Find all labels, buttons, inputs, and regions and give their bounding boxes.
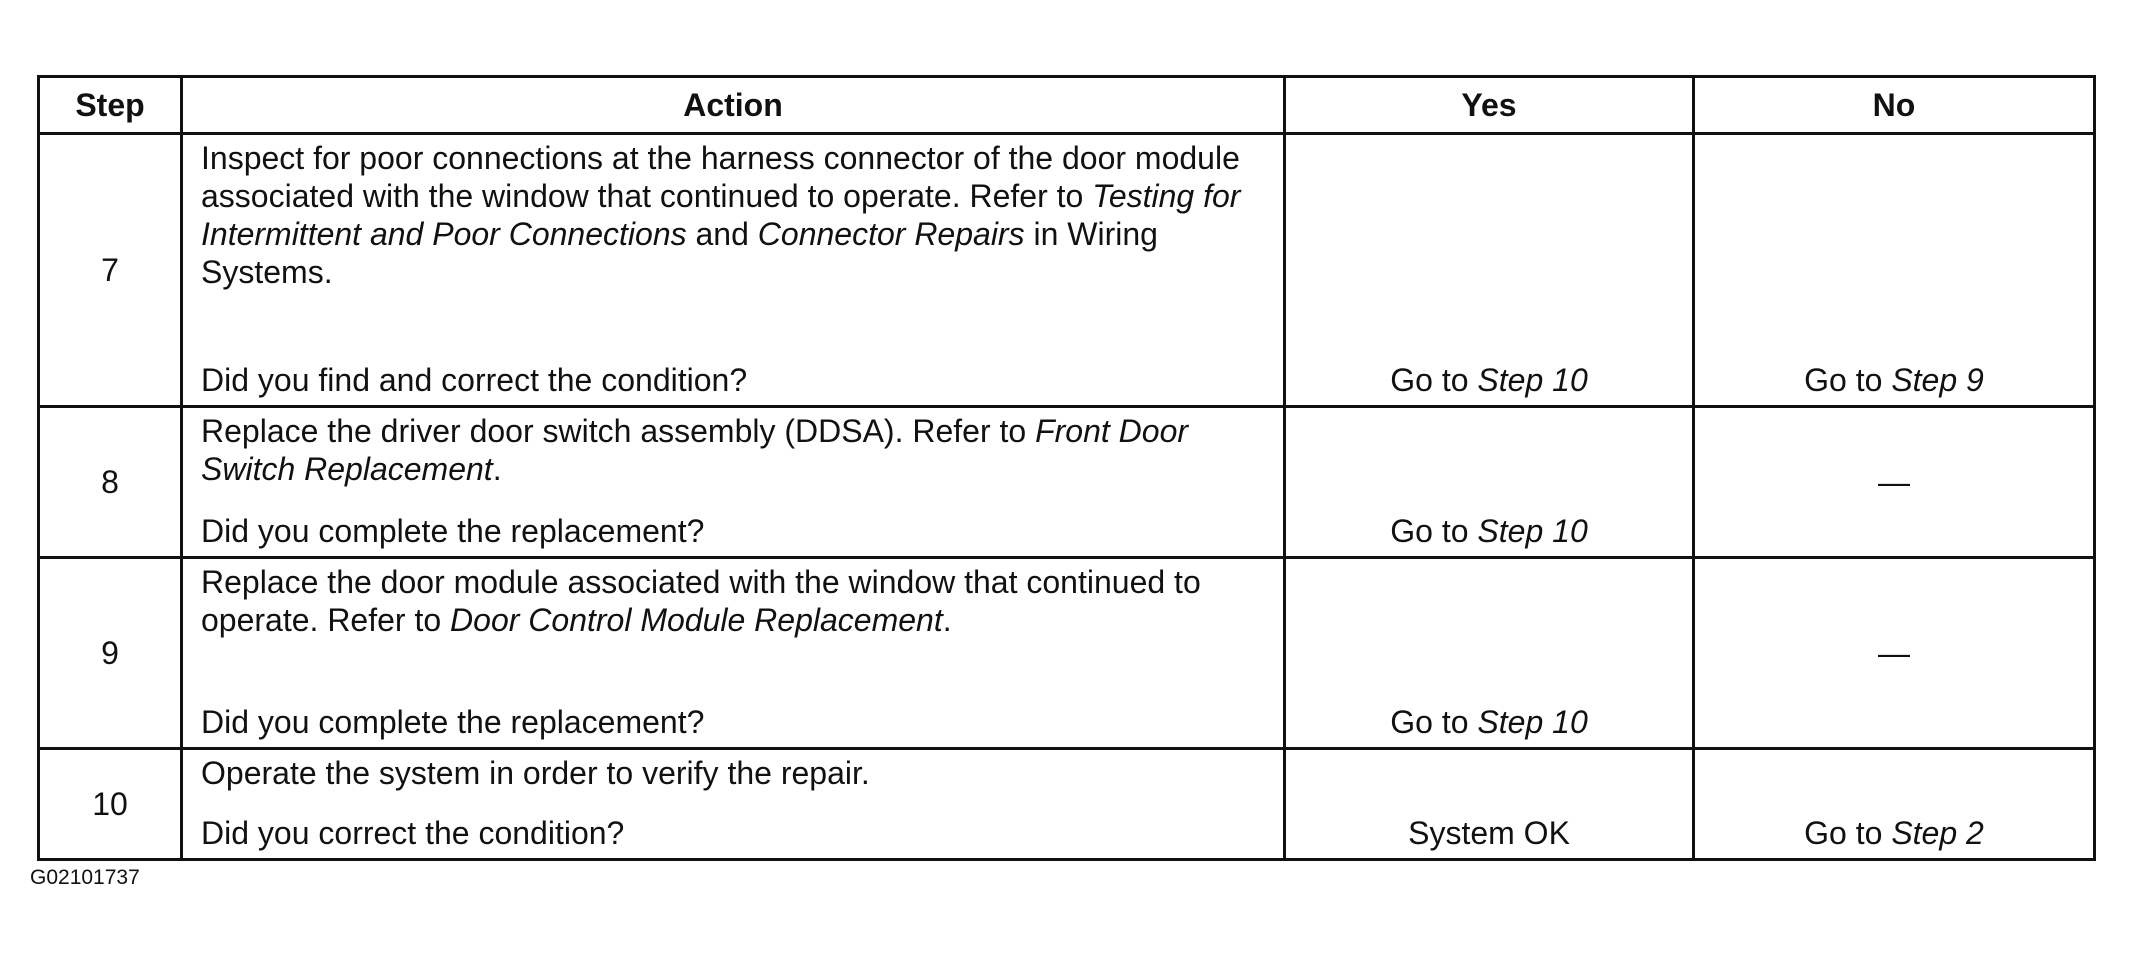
no-result: Go to Step 9 [1694,134,2095,407]
instruction-text: Operate the system in order to verify the repair. [201,755,870,791]
table-row-step-10 [39,749,2095,860]
yes-result: System OK [1285,749,1694,860]
question-text: Did you find and correct the condition? [201,362,748,398]
yes-result: Go to Step 10 [1285,558,1694,749]
no-result: — [1694,407,2095,558]
reference-link: Connector Repairs [757,216,1025,252]
action-cell [182,558,1285,749]
table-row-step-9 [39,558,2095,749]
question-text: Did you complete the replacement? [201,704,705,740]
instruction-text: Replace the driver door switch assembly (DDSA). Refer to Front Door Switch Replacement. [201,413,1189,487]
step-number: 8 [39,407,182,558]
header-yes: Yes [1285,77,1694,134]
instruction-text: Inspect for poor connections at the harness connector of the door module associated with the window that continued to operate. Refer to Testing for Intermittent and Poor Connections and Connector Repairs in Wiring Systems. [201,140,1241,290]
no-result: — [1694,558,2095,749]
yes-result: Go to Step 10 [1285,407,1694,558]
question-text: Did you correct the condition? [201,815,625,851]
diagnostic-table [37,75,2096,861]
header-step: Step [39,77,182,134]
reference-link: Door Control Module Replacement [450,602,943,638]
no-result: Go to Step 2 [1694,749,2095,860]
step-number: 9 [39,558,182,749]
header-row [39,77,2095,134]
step-number: 10 [39,749,182,860]
action-cell [182,407,1285,558]
instruction-text: Replace the door module associated with the window that continued to operate. Refer to Door Control Module Replacement. [201,564,1201,638]
reference-link: Front Door Switch Replacement [201,413,1189,487]
action-cell [182,134,1285,407]
header-action: Action [182,77,1285,134]
reference-link: Testing for Intermittent and Poor Connections [201,178,1241,252]
table-row-step-8 [39,407,2095,558]
step-number: 7 [39,134,182,407]
question-text: Did you complete the replacement? [201,513,705,549]
action-cell [182,749,1285,860]
yes-result: Go to Step 10 [1285,134,1694,407]
header-no: No [1694,77,2095,134]
figure-code: G02101737 [30,866,140,889]
table-row-step-7 [39,134,2095,407]
